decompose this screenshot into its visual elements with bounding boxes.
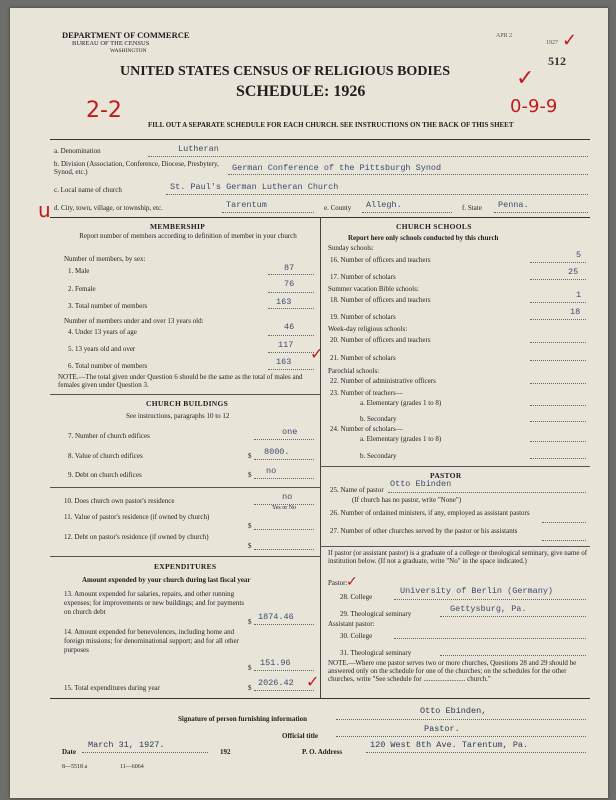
q25-line [388, 492, 586, 493]
q11-label: 11. Value of pastor's residence (if owned by church) [64, 513, 210, 521]
address-label: P. O. Address [302, 748, 343, 756]
schools-heading: CHURCH SCHOOLS [396, 222, 472, 231]
red-annotation-right: 0-9-9 [510, 96, 558, 117]
q3-value: 163 [276, 297, 292, 307]
denomination-value: Lutheran [178, 144, 219, 154]
q17-label: 17. Number of scholars [330, 273, 396, 281]
q18-label: 18. Number of officers and teachers [330, 296, 431, 304]
state-line [494, 212, 588, 213]
q1-value: 87 [284, 263, 295, 273]
q29-line [440, 616, 586, 617]
q24a-line [530, 441, 586, 442]
q24b-label: b. Secondary [360, 452, 397, 460]
q16-value: 5 [576, 250, 582, 260]
q7-value: one [282, 427, 298, 437]
sunday-label: Sunday schools: [328, 244, 374, 252]
q13-value: 1874.46 [258, 612, 294, 622]
q15-line [254, 690, 314, 691]
q15-value: 2026.42 [258, 678, 294, 688]
pastor-heading: PASTOR [430, 471, 462, 480]
stamp-year: 1927 [546, 40, 558, 46]
q23a-label: a. Elementary (grades 1 to 8) [360, 399, 442, 407]
membership-divider [50, 394, 320, 395]
bureau-label: BUREAU OF THE CENSUS [72, 40, 150, 47]
q17-value: 25 [568, 267, 579, 277]
q9-value: no [266, 466, 277, 476]
q2-label: 2. Female [68, 285, 96, 293]
date-label: Date [62, 748, 76, 756]
membership-heading: MEMBERSHIP [150, 222, 206, 231]
q27-label: 27. Number of other churches served by the pastor or his assistants [330, 527, 518, 535]
schedule-title: SCHEDULE: 1926 [236, 83, 366, 100]
q31-line [440, 655, 586, 656]
column-divider [320, 217, 321, 698]
q21-line [530, 360, 586, 361]
q23b-label: b. Secondary [360, 415, 397, 423]
summer-label: Summer vacation Bible schools: [328, 285, 419, 293]
church-name-line [166, 194, 588, 195]
denomination-line [148, 156, 588, 157]
church-name-label: c. Local name of church [54, 186, 122, 194]
buildings-intro: See instructions, paragraphs 10 to 12 [126, 412, 230, 420]
q7-line [254, 439, 314, 440]
by-age-label: Number of members under and over 13 years old: [64, 317, 204, 325]
red-check-mark: ✓ [562, 30, 578, 51]
expenditures-heading: EXPENDITURES [154, 562, 217, 571]
q14-label: 14. Amount expended for benevolences, including home and foreign missions; for denominational support; and for all other purposes [64, 628, 239, 654]
q13-line [254, 624, 314, 625]
red-margin-mark: u [38, 198, 51, 222]
q28-red-check: ✓ [346, 574, 358, 590]
q5-label: 5. 13 years old and over [68, 345, 136, 353]
red-annotation-left: 2-2 [86, 98, 122, 123]
q1-label: 1. Male [68, 267, 90, 275]
yes-no-hint: Yes or No [272, 505, 297, 511]
membership-intro: Report number of members according to definition of member in your church [79, 232, 297, 240]
q26-line [542, 522, 586, 523]
q22-line [530, 383, 586, 384]
q4-line [268, 335, 314, 336]
date-year-suffix: 192 [220, 748, 231, 756]
q28-label: 28. College [340, 593, 373, 601]
q4-label: 4. Under 13 years of age [68, 328, 137, 336]
graduate-note: If pastor (or assistant pastor) is a graduate of a college or theological seminary, give name of institution below. (If not a graduate, write "No" in the space indicated.) [328, 549, 588, 565]
state-label: f. State [462, 204, 482, 212]
q6-label: 6. Total number of members [68, 362, 148, 370]
form-number: 8—5518 a [62, 764, 88, 770]
buildings-divider [50, 487, 320, 488]
q8-label: 8. Value of church edifices [68, 452, 143, 460]
q11-dollar: $ [248, 522, 252, 530]
q5-value: 117 [278, 340, 294, 350]
footer-divider [50, 698, 590, 699]
q1-line [268, 274, 314, 275]
membership-note: NOTE.—The total given under Question 6 should be the same as the total of males and females given under Question 3. [58, 373, 303, 389]
q5-line [268, 352, 314, 353]
q19-line [530, 319, 586, 320]
q18-value: 1 [576, 290, 582, 300]
q10-value: no [282, 492, 293, 502]
q25-value: Otto Ebinden [390, 479, 452, 489]
date-line [82, 752, 208, 753]
q2-value: 76 [284, 279, 295, 289]
q29-value: Gettysburg, Pa. [450, 604, 527, 614]
form-number-2: 11—6064 [120, 764, 144, 770]
q7-label: 7. Number of church edifices [68, 432, 150, 440]
q30-line [394, 638, 586, 639]
q23b-line [530, 421, 586, 422]
red-check-large: ✓ [516, 66, 535, 91]
q28-line [394, 599, 586, 600]
q9-dollar: $ [248, 471, 252, 479]
q16-label: 16. Number of officers and teachers [330, 256, 431, 264]
city-line [222, 212, 314, 213]
q17-line [530, 279, 586, 280]
q29-label: 29. Theological seminary [340, 610, 412, 618]
stamp-date: APR 2 [496, 33, 513, 39]
q24-label: 24. Number of scholars— [330, 425, 403, 433]
residence-divider [50, 556, 320, 557]
q4-value: 46 [284, 322, 295, 332]
q21-label: 21. Number of scholars [330, 354, 396, 362]
city-value: Tarentum [226, 200, 267, 210]
q18-line [530, 302, 586, 303]
q27-line [542, 540, 586, 541]
q12-line [254, 549, 314, 550]
by-sex-label: Number of members, by sex: [64, 255, 146, 263]
city-label-field: d. City, town, village, or township, etc. [54, 204, 163, 212]
q16-line [530, 262, 586, 263]
pastor-note: NOTE.—Where one pastor serves two or more churches, Questions 28 and 29 should be answered only on the schedule for one of the churches; on the schedules for the other churches, write "See schedule for ........................ church." [328, 659, 577, 683]
division-label: b. Division (Association, Conference, Diocese, Presbytery, Synod, etc.) [54, 160, 219, 176]
assistant-subhead: Assistant pastor: [328, 620, 375, 628]
church-name-value: St. Paul's German Lutheran Church [170, 182, 339, 192]
signature-value: Otto Ebinden, [420, 706, 487, 716]
q30-label: 30. College [340, 632, 373, 640]
q23-label: 23. Number of teachers— [330, 389, 403, 397]
q9-label: 9. Debt on church edifices [68, 471, 142, 479]
q2-line [268, 292, 314, 293]
denomination-label: a. Denomination [54, 147, 101, 155]
buildings-heading: CHURCH BUILDINGS [146, 399, 229, 408]
q8-line [254, 459, 314, 460]
q6-value: 163 [276, 357, 292, 367]
q23a-line [530, 405, 586, 406]
q15-label: 15. Total expenditures during year [64, 684, 160, 692]
q31-label: 31. Theological seminary [340, 649, 412, 657]
q19-value: 18 [570, 307, 581, 317]
q12-label: 12. Debt on pastor's residence (if owned by church) [64, 533, 209, 541]
q11-line [254, 529, 314, 530]
q19-label: 19. Number of scholars [330, 313, 396, 321]
official-title-line [336, 736, 586, 737]
q3-label: 3. Total number of members [68, 302, 148, 310]
schools-intro: Report here only schools conducted by this church [348, 234, 499, 242]
pastor-divider [320, 546, 590, 547]
date-value: March 31, 1927. [88, 740, 165, 750]
q13-dollar: $ [248, 618, 252, 626]
q15-red-check: ✓ [306, 672, 320, 691]
q15-dollar: $ [248, 684, 252, 692]
q8-value: 8000. [264, 447, 290, 457]
address-value: 120 West 8th Ave. Tarentum, Pa. [370, 740, 529, 750]
q6-red-check: ✓ [310, 344, 324, 363]
q14-dollar: $ [248, 664, 252, 672]
q28-value: University of Berlin (Germany) [400, 586, 554, 596]
division-value: German Conference of the Pittsburgh Synod [232, 163, 442, 173]
weekday-label: Week-day religious schools: [328, 325, 408, 333]
state-value: Penna. [498, 200, 529, 210]
official-title-label: Official title [282, 732, 318, 740]
county-value: Allegh. [366, 200, 402, 210]
q10-label: 10. Does church own pastor's residence [64, 497, 175, 505]
division-line [228, 174, 588, 175]
q20-line [530, 342, 586, 343]
header-divider [50, 139, 590, 140]
census-form [10, 8, 608, 798]
q12-dollar: $ [248, 542, 252, 550]
signature-label: Signature of person furnishing information [178, 715, 307, 723]
q9-line [254, 478, 314, 479]
q25-note: (If church has no pastor, write "None") [352, 496, 462, 504]
parochial-label: Parochial schools: [328, 367, 380, 375]
address-line [366, 752, 586, 753]
expenditures-intro: Amount expended by your church during last fiscal year [82, 576, 251, 584]
q24a-label: a. Elementary (grades 1 to 8) [360, 435, 442, 443]
q6-line [268, 369, 314, 370]
city-label: WASHINGTON [110, 48, 147, 54]
q14-value: 151.96 [260, 658, 291, 668]
county-line [362, 212, 452, 213]
q14-line [254, 670, 314, 671]
q25-label: 25. Name of pastor [330, 486, 384, 494]
schools-divider [320, 466, 590, 467]
q8-dollar: $ [248, 452, 252, 460]
county-label: e. County [324, 204, 352, 212]
pastor-subhead: Pastor: [328, 579, 348, 587]
q20-label: 20. Number of officers and teachers [330, 336, 431, 344]
department-label: DEPARTMENT OF COMMERCE [62, 30, 190, 40]
q3-line [268, 308, 314, 309]
official-title-value: Pastor. [424, 724, 460, 734]
q13-label: 13. Amount expended for salaries, repairs, and other running expenses; for improvements or new buildings; and for payments on church debt [64, 590, 245, 616]
signature-line [336, 719, 586, 720]
instruction-line: FILL OUT A SEPARATE SCHEDULE FOR EACH CHURCH. SEE INSTRUCTIONS ON THE BACK OF THIS SHEET [148, 121, 514, 129]
q24b-line [530, 458, 586, 459]
q22-label: 22. Number of administrative officers [330, 377, 436, 385]
stamp-number: 512 [548, 54, 566, 68]
q26-label: 26. Number of ordained ministers, if any, employed as assistant pastors [330, 509, 530, 517]
form-title: UNITED STATES CENSUS OF RELIGIOUS BODIES [120, 64, 451, 79]
